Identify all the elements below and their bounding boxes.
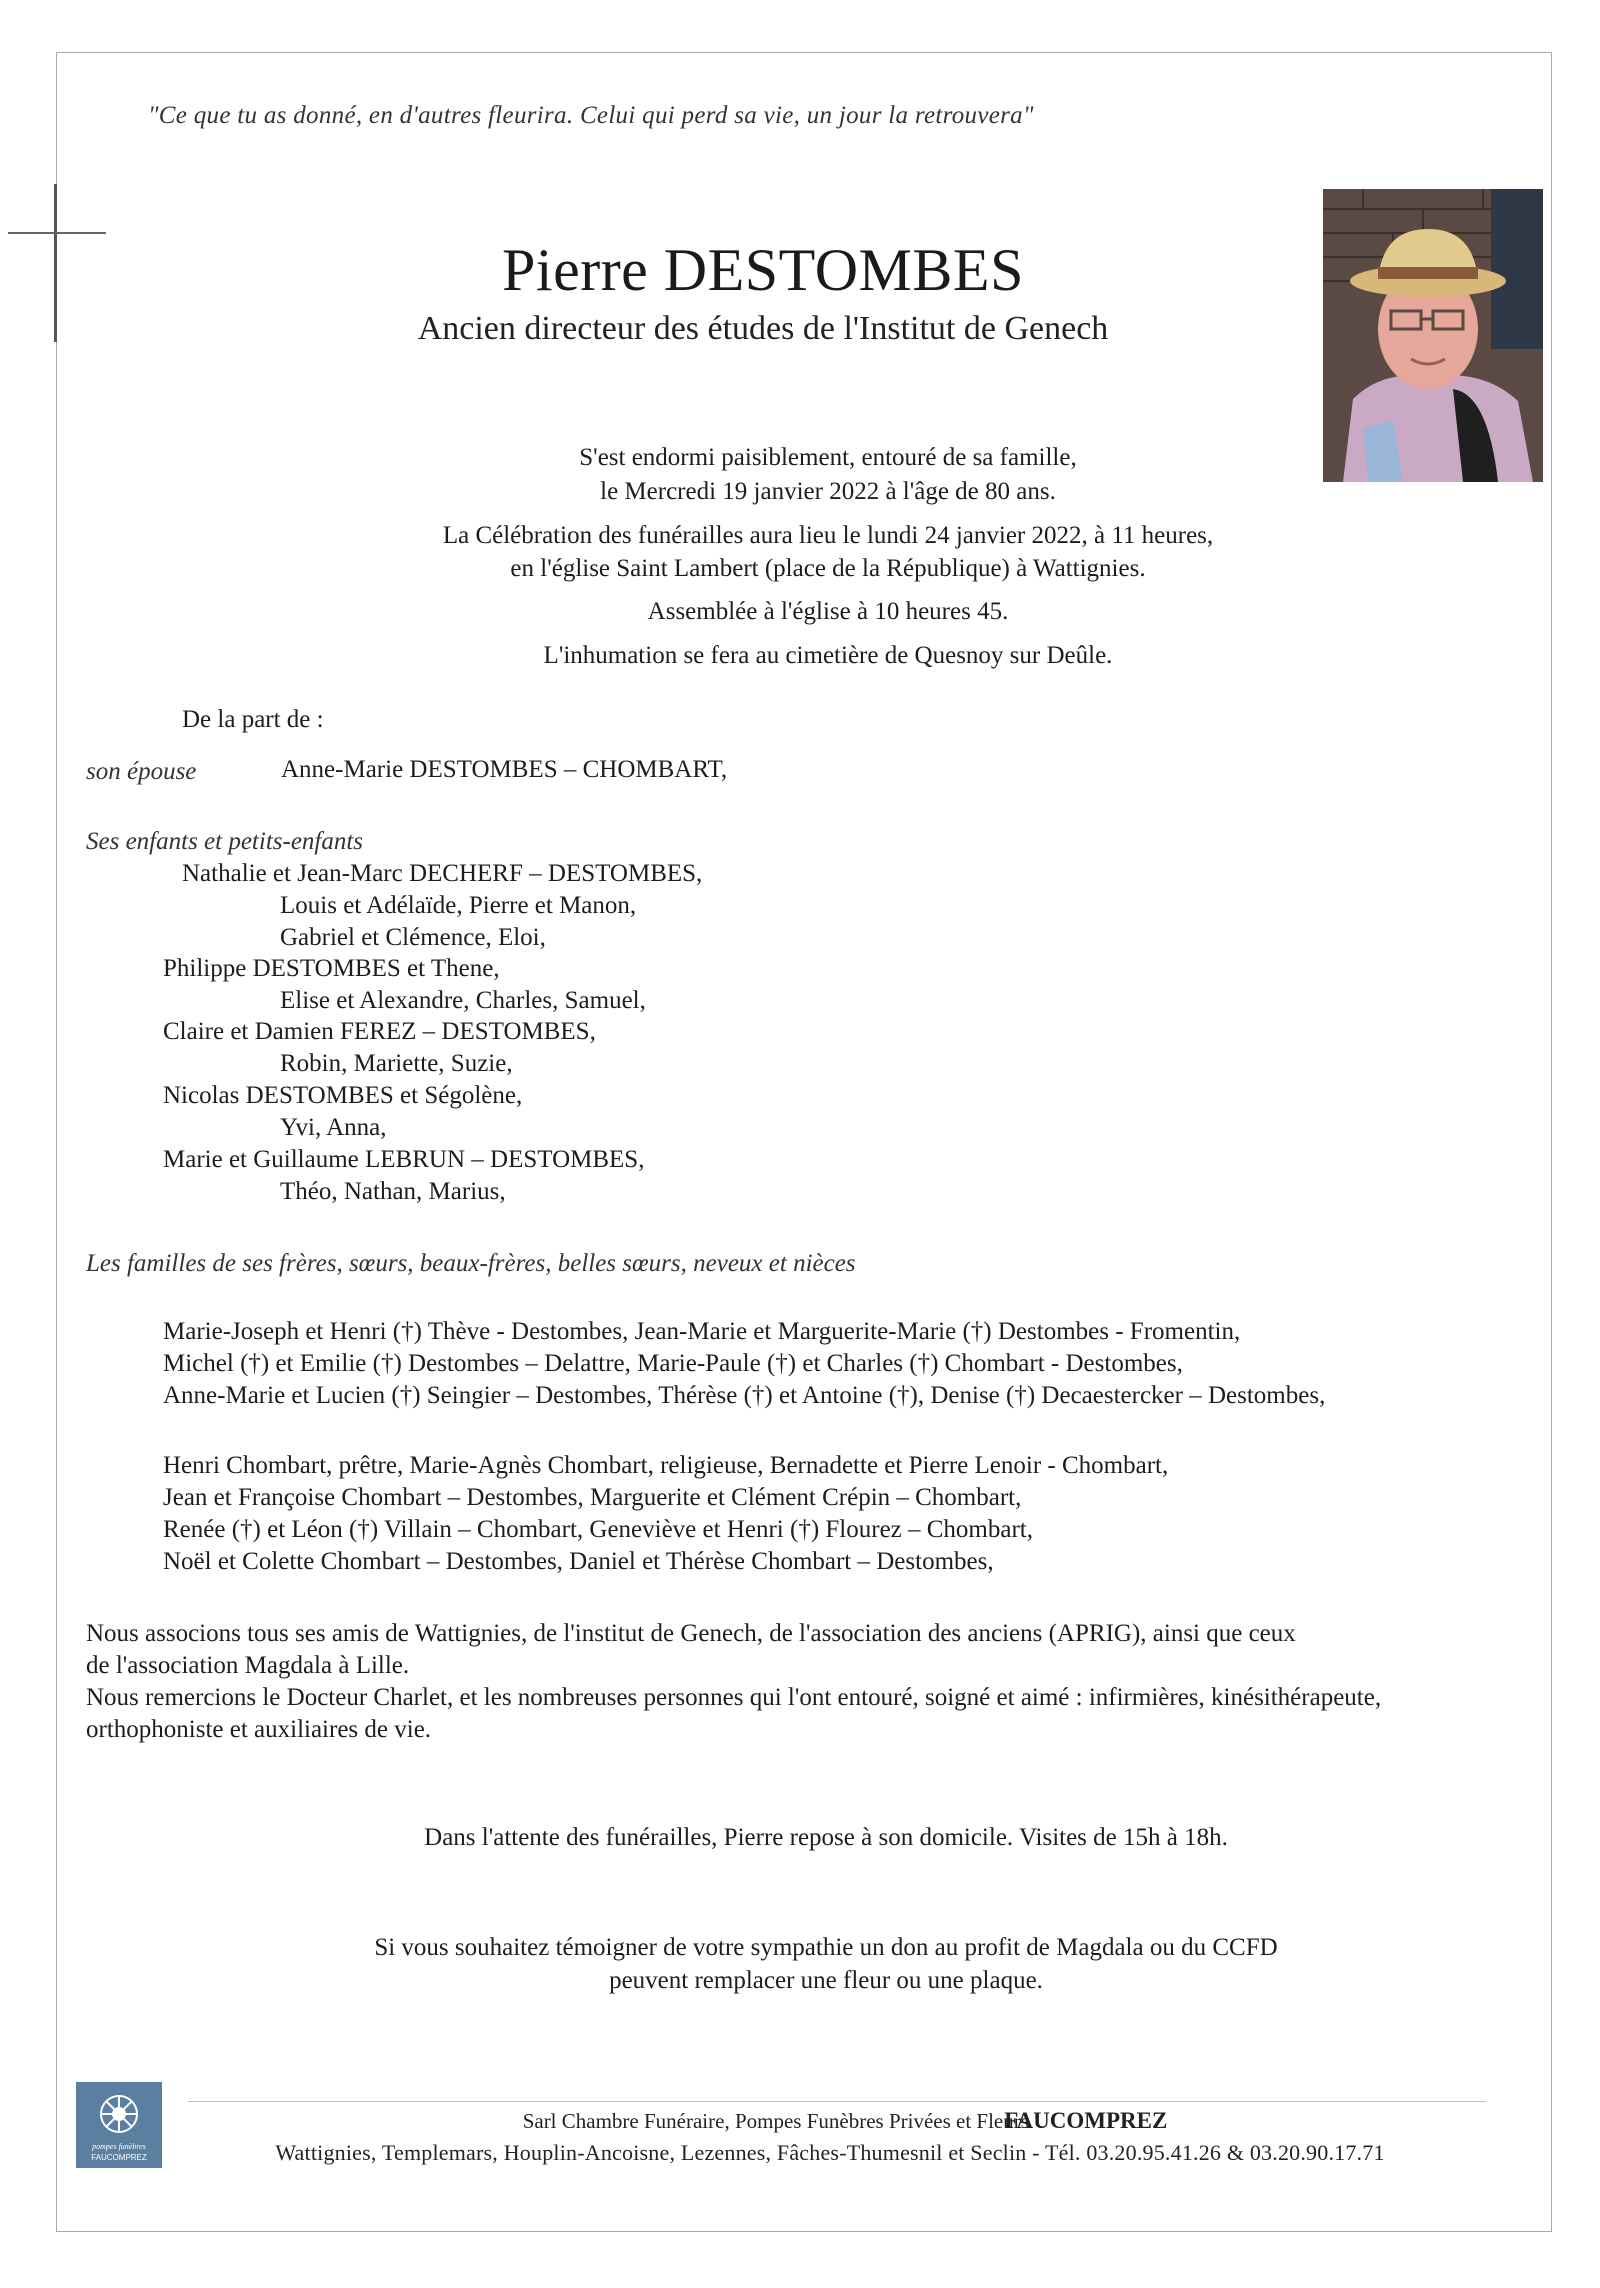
grandchildren-line: Elise et Alexandre, Charles, Samuel, (280, 987, 646, 1014)
inlaws-line: Noël et Colette Chombart – Destombes, Daniel et Thérèse Chombart – Destombes, (163, 1548, 994, 1575)
children-label: Ses enfants et petits-enfants (86, 828, 364, 855)
epigraph-quote: "Ce que tu as donné, en d'autres fleurira. Celui qui perd sa vie, un jour la retrouvera" (148, 102, 1034, 129)
children-line: Philippe DESTOMBES et Thene, (163, 955, 500, 982)
inlaws-line: Jean et Françoise Chombart – Destombes, Marguerite et Clément Crépin – Chombart, (163, 1484, 1022, 1511)
announcement-line: Assemblée à l'église à 10 heures 45. (647, 598, 1009, 625)
svg-text:pompes funèbres: pompes funèbres (92, 2142, 146, 2151)
siblings-line: Marie-Joseph et Henri (†) Thève - Destombes, Jean-Marie et Marguerite-Marie (†) Destombes - Fromentin, (163, 1318, 1241, 1345)
company-brand: FAUCOMPREZ (1004, 2108, 1168, 2133)
announcement-line: le Mercredi 19 janvier 2022 à l'âge de 80 ans. (600, 478, 1056, 505)
footer-divider (188, 2101, 1486, 2102)
grandchildren-line: Gabriel et Clémence, Eloi, (280, 924, 546, 951)
inlaws-line: Renée (†) et Léon (†) Villain – Chombart, Geneviève et Henri (†) Flourez – Chombart, (163, 1516, 1033, 1543)
siblings-line: Michel (†) et Emilie (†) Destombes – Delattre, Marie-Paule (†) et Charles (†) Chombart - Destombes, (163, 1350, 1183, 1377)
siblings-label: Les familles de ses frères, sœurs, beaux-frères, belles sœurs, neveux et nièces (86, 1250, 856, 1277)
announcement-line: L'inhumation se fera au cimetière de Quesnoy sur Deûle. (543, 642, 1113, 669)
thanks-line: orthophoniste et auxiliaires de vie. (86, 1716, 432, 1743)
footer-company: Sarl Chambre Funéraire, Pompes Funèbres Privées et Fleurs FAUCOMPREZ (522, 2108, 1168, 2133)
announcement-line: en l'église Saint Lambert (place de la République) à Wattignies. (510, 555, 1146, 582)
spouse-label: son épouse (86, 758, 197, 785)
deceased-title: Ancien directeur des études de l'Institut de Genech (417, 310, 1109, 347)
siblings-line: Anne-Marie et Lucien (†) Seingier – Destombes, Thérèse (†) et Antoine (†), Denise (†) Decaestercker – Destombes, (163, 1382, 1326, 1409)
thanks-line: Nous remercions le Docteur Charlet, et les nombreuses personnes qui l'ont entouré, soigné et aimé : infirmières, kinésithérapeute, (86, 1684, 1382, 1711)
family-intro: De la part de : (182, 706, 324, 733)
thanks-line: Nous associons tous ses amis de Wattignies, de l'institut de Genech, de l'association des anciens (APRIG), ainsi que ceux (86, 1620, 1296, 1647)
spouse-name: Anne-Marie DESTOMBES – CHOMBART, (281, 756, 728, 783)
grandchildren-line: Robin, Mariette, Suzie, (280, 1050, 513, 1077)
footer-locations: Wattignies, Templemars, Houplin-Ancoisne, Lezennes, Fâches-Thumesnil et Seclin - Tél. 03.20.95.41.26 & 03.20.90.17.71 (275, 2140, 1385, 2165)
grandchildren-line: Théo, Nathan, Marius, (280, 1178, 506, 1205)
inlaws-line: Henri Chombart, prêtre, Marie-Agnès Chombart, religieuse, Bernadette et Pierre Lenoir - Chombart, (163, 1452, 1169, 1479)
donation-line: Si vous souhaitez témoigner de votre sympathie un don au profit de Magdala ou du CCFD (374, 1934, 1278, 1961)
svg-text:FAUCOMPREZ: FAUCOMPREZ (91, 2153, 147, 2162)
thanks-line: de l'association Magdala à Lille. (86, 1652, 410, 1679)
grandchildren-line: Yvi, Anna, (280, 1114, 387, 1141)
visits-note: Dans l'attente des funérailles, Pierre repose à son domicile. Visites de 15h à 18h. (424, 1824, 1228, 1851)
children-line: Nathalie et Jean-Marc DECHERF – DESTOMBES, (182, 860, 703, 887)
children-line: Marie et Guillaume LEBRUN – DESTOMBES, (163, 1146, 645, 1173)
announcement-line: La Célébration des funérailles aura lieu le lundi 24 janvier 2022, à 11 heures, (442, 522, 1214, 549)
children-line: Claire et Damien FEREZ – DESTOMBES, (163, 1018, 596, 1045)
announcement-line: S'est endormi paisiblement, entouré de sa famille, (579, 444, 1077, 471)
children-line: Nicolas DESTOMBES et Ségolène, (163, 1082, 523, 1109)
deceased-name: Pierre DESTOMBES (502, 237, 1024, 303)
donation-line: peuvent remplacer une fleur ou une plaque. (609, 1967, 1043, 1994)
grandchildren-line: Louis et Adélaïde, Pierre et Manon, (280, 892, 637, 919)
